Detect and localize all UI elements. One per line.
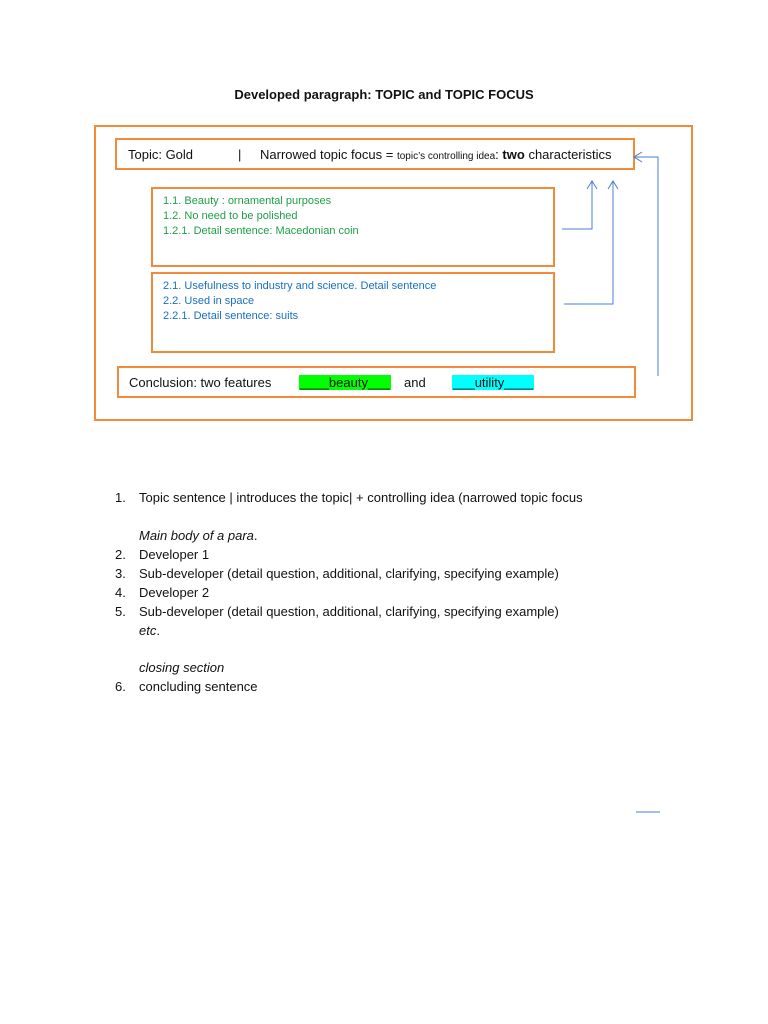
- dev1-line-2: 1.2. No need to be polished: [163, 210, 298, 222]
- list-number: 6.: [115, 679, 126, 694]
- etc-dot: .: [156, 623, 160, 638]
- topic-box: [115, 138, 635, 170]
- list-item: Developer 2: [139, 585, 210, 600]
- narrowed-focus-text: [260, 147, 612, 162]
- topic-label: Topic: Gold: [128, 147, 194, 162]
- developer-2-box: [151, 272, 555, 353]
- topic-separator: |: [238, 147, 242, 162]
- list-item: Sub-developer (detail question, additional, clarifying, specifying example): [139, 604, 559, 619]
- conclusion-label: Conclusion: two features: [129, 375, 272, 390]
- beauty-highlight: ____beauty___: [300, 375, 390, 390]
- etc-italic: etc: [139, 623, 157, 638]
- controlling-idea-small: topic’s controlling idea: [396, 151, 496, 162]
- developer-1-box: [151, 187, 555, 267]
- list-number: 1.: [115, 490, 126, 505]
- utility-highlight: ___utility____: [453, 375, 534, 390]
- dev1-line-1: 1.1. Beauty : ornamental purposes: [163, 195, 332, 207]
- main-body-label: [139, 528, 258, 543]
- list-number: 2.: [115, 547, 126, 562]
- list-number: 4.: [115, 585, 126, 600]
- main-body-dot: .: [253, 528, 258, 543]
- closing-section-label: closing section: [139, 660, 225, 675]
- list-number: 3.: [115, 566, 126, 581]
- characteristics-label: characteristics: [528, 147, 612, 162]
- dev2-line-3: 2.2.1. Detail sentence: suits: [163, 310, 299, 322]
- main-body-italic: Main body of a para: [139, 528, 254, 543]
- list-number: 5.: [115, 604, 126, 619]
- page-title: Developed paragraph: TOPIC and TOPIC FOCUS: [234, 87, 534, 102]
- dev1-line-3: 1.2.1. Detail sentence: Macedonian coin: [163, 225, 359, 237]
- dev2-line-1: 2.1. Usefulness to industry and science. Detail sentence: [163, 280, 437, 292]
- narrowed-label: Narrowed topic focus =: [260, 147, 394, 162]
- conclusion-box: [117, 366, 636, 398]
- list-item: Topic sentence | introduces the topic| + controlling idea (narrowed topic focus: [139, 490, 583, 505]
- etc-label: [139, 623, 160, 638]
- list-item: Sub-developer (detail question, additional, clarifying, specifying example): [139, 566, 559, 581]
- list-item: concluding sentence: [139, 679, 258, 694]
- two-bold: two: [502, 147, 525, 162]
- list-item: Developer 1: [139, 547, 210, 562]
- and-label: and: [404, 375, 426, 390]
- dev2-line-2: 2.2. Used in space: [163, 295, 255, 307]
- colon: :: [495, 147, 499, 162]
